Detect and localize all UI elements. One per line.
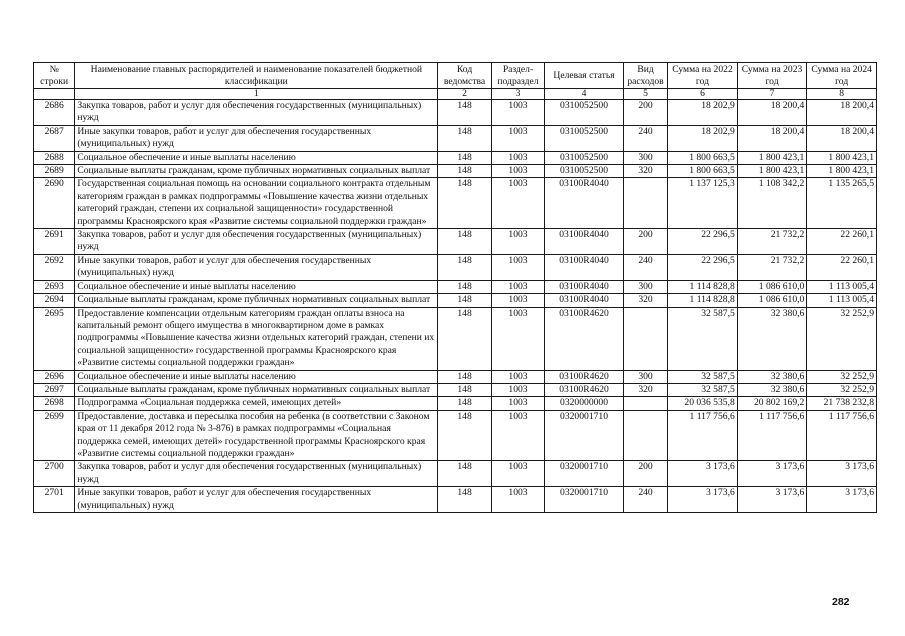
- row-section: 1003: [491, 487, 544, 513]
- row-sum-2023: 1 117 756,6: [737, 410, 807, 461]
- row-sum-2023: 1 800 423,1: [737, 151, 807, 164]
- row-number: 2698: [34, 397, 75, 410]
- row-name: Подпрограмма «Социальная поддержка семей, имеющих детей»: [75, 397, 438, 410]
- row-expense-type: [623, 178, 667, 229]
- row-sum-2024: 1 113 005,4: [807, 280, 877, 293]
- row-target-article: 03100R4040: [545, 254, 624, 280]
- table-row: [34, 383, 877, 396]
- row-sum-2022: 3 173,6: [668, 487, 738, 513]
- header-sum-2024: Сумма на 2024 год: [807, 63, 877, 89]
- row-name: Социальные выплаты гражданам, кроме публичных нормативных социальных выплат: [75, 165, 438, 178]
- row-name: Предоставление, доставка и пересылка пособия на ребенка (в соответствии с Законом края от 11 декабря 2012 года № 3-876) в рамках подпрограммы «Социальная поддержка семей, имеющих детей» государственной программы Красноярского края «Развитие системы социальной поддержки граждан»: [75, 410, 438, 461]
- row-sum-2024: 1 800 423,1: [807, 165, 877, 178]
- row-target-article: 0320001710: [545, 461, 624, 487]
- row-sum-2024: 18 200,4: [807, 100, 877, 126]
- row-sum-2023: 1 800 423,1: [737, 165, 807, 178]
- row-name: Иные закупки товаров, работ и услуг для обеспечения государственных (муниципальных) нужд: [75, 254, 438, 280]
- row-dept-code: 148: [438, 178, 491, 229]
- table-row: [34, 100, 877, 126]
- header-name: Наименование главных распорядителей и наименование показателей бюджетной классификации: [75, 63, 438, 89]
- row-sum-2024: 1 113 005,4: [807, 294, 877, 307]
- table-body: [34, 100, 877, 513]
- row-dept-code: 148: [438, 151, 491, 164]
- row-section: 1003: [491, 254, 544, 280]
- row-sum-2024: 22 260,1: [807, 229, 877, 255]
- row-number: 2701: [34, 487, 75, 513]
- row-sum-2023: 20 802 169,2: [737, 397, 807, 410]
- row-expense-type: [623, 307, 667, 370]
- row-dept-code: 148: [438, 397, 491, 410]
- row-target-article: 0310052500: [545, 151, 624, 164]
- row-number: 2694: [34, 294, 75, 307]
- row-target-article: 0310052500: [545, 100, 624, 126]
- col-number: 7: [737, 89, 807, 100]
- row-number: 2695: [34, 307, 75, 370]
- row-sum-2023: 3 173,6: [737, 461, 807, 487]
- row-sum-2022: 18 202,9: [668, 125, 738, 151]
- row-sum-2023: 21 732,2: [737, 229, 807, 255]
- row-number: 2688: [34, 151, 75, 164]
- row-number: 2699: [34, 410, 75, 461]
- row-sum-2023: 18 200,4: [737, 125, 807, 151]
- col-number: 6: [668, 89, 738, 100]
- row-section: 1003: [491, 461, 544, 487]
- table-row: [34, 294, 877, 307]
- row-section: 1003: [491, 125, 544, 151]
- row-name: Социальное обеспечение и иные выплаты населению: [75, 280, 438, 293]
- row-name: Социальные выплаты гражданам, кроме публичных нормативных социальных выплат: [75, 383, 438, 396]
- row-target-article: 0320000000: [545, 397, 624, 410]
- row-expense-type: 300: [623, 280, 667, 293]
- row-dept-code: 148: [438, 410, 491, 461]
- header-dept-code: Код ведомства: [438, 63, 491, 89]
- row-sum-2022: 1 114 828,8: [668, 280, 738, 293]
- row-section: 1003: [491, 294, 544, 307]
- row-number: 2693: [34, 280, 75, 293]
- row-sum-2022: 1 800 663,5: [668, 165, 738, 178]
- table-row: [34, 254, 877, 280]
- row-name: Закупка товаров, работ и услуг для обеспечения государственных (муниципальных) нужд: [75, 100, 438, 126]
- row-dept-code: 148: [438, 165, 491, 178]
- row-number: 2689: [34, 165, 75, 178]
- row-target-article: 0310052500: [545, 125, 624, 151]
- row-sum-2023: 1 086 610,0: [737, 294, 807, 307]
- row-sum-2023: 32 380,6: [737, 307, 807, 370]
- row-expense-type: 300: [623, 370, 667, 383]
- row-expense-type: [623, 397, 667, 410]
- row-number: 2687: [34, 125, 75, 151]
- row-sum-2022: 3 173,6: [668, 461, 738, 487]
- row-sum-2023: 21 732,2: [737, 254, 807, 280]
- row-name: Социальное обеспечение и иные выплаты населению: [75, 151, 438, 164]
- table-row: [34, 397, 877, 410]
- row-dept-code: 148: [438, 229, 491, 255]
- row-dept-code: 148: [438, 461, 491, 487]
- table-row: [34, 151, 877, 164]
- row-dept-code: 148: [438, 294, 491, 307]
- row-target-article: 0320001710: [545, 487, 624, 513]
- row-section: 1003: [491, 229, 544, 255]
- row-sum-2024: 21 738 232,8: [807, 397, 877, 410]
- row-sum-2024: 1 800 423,1: [807, 151, 877, 164]
- budget-table: [33, 62, 877, 513]
- row-section: 1003: [491, 165, 544, 178]
- row-sum-2024: 32 252,9: [807, 370, 877, 383]
- row-sum-2022: 1 117 756,6: [668, 410, 738, 461]
- row-sum-2024: 32 252,9: [807, 307, 877, 370]
- row-expense-type: 240: [623, 254, 667, 280]
- row-expense-type: 300: [623, 151, 667, 164]
- row-sum-2023: 18 200,4: [737, 100, 807, 126]
- table-row: [34, 410, 877, 461]
- table-row: [34, 229, 877, 255]
- row-sum-2024: 22 260,1: [807, 254, 877, 280]
- row-section: 1003: [491, 410, 544, 461]
- row-number: 2690: [34, 178, 75, 229]
- row-sum-2023: 1 086 610,0: [737, 280, 807, 293]
- col-number: 2: [438, 89, 491, 100]
- table-row: [34, 307, 877, 370]
- table-row: [34, 370, 877, 383]
- row-expense-type: 200: [623, 229, 667, 255]
- table-row: [34, 487, 877, 513]
- row-expense-type: [623, 410, 667, 461]
- row-section: 1003: [491, 151, 544, 164]
- row-sum-2024: 3 173,6: [807, 487, 877, 513]
- col-number: 8: [807, 89, 877, 100]
- row-name: Иные закупки товаров, работ и услуг для обеспечения государственных (муниципальных) нужд: [75, 487, 438, 513]
- row-dept-code: 148: [438, 487, 491, 513]
- row-dept-code: 148: [438, 254, 491, 280]
- row-target-article: 03100R4040: [545, 280, 624, 293]
- table-row: [34, 178, 877, 229]
- row-sum-2024: 1 135 265,5: [807, 178, 877, 229]
- row-target-article: 03100R4620: [545, 307, 624, 370]
- col-number: 3: [491, 89, 544, 100]
- row-expense-type: 200: [623, 461, 667, 487]
- row-sum-2024: 3 173,6: [807, 461, 877, 487]
- row-section: 1003: [491, 383, 544, 396]
- row-target-article: 0320001710: [545, 410, 624, 461]
- row-section: 1003: [491, 370, 544, 383]
- row-expense-type: 320: [623, 165, 667, 178]
- row-number: 2697: [34, 383, 75, 396]
- header-row-number: № строки: [34, 63, 75, 89]
- table-row: [34, 280, 877, 293]
- row-number: 2691: [34, 229, 75, 255]
- row-sum-2022: 22 296,5: [668, 254, 738, 280]
- row-sum-2022: 1 114 828,8: [668, 294, 738, 307]
- row-name: Закупка товаров, работ и услуг для обеспечения государственных (муниципальных) нужд: [75, 229, 438, 255]
- row-number: 2686: [34, 100, 75, 126]
- row-dept-code: 148: [438, 383, 491, 396]
- row-dept-code: 148: [438, 370, 491, 383]
- row-target-article: 03100R4620: [545, 370, 624, 383]
- table-row: [34, 461, 877, 487]
- row-sum-2022: 18 202,9: [668, 100, 738, 126]
- col-number: [34, 89, 75, 100]
- page-number: 282: [832, 596, 850, 608]
- row-number: 2696: [34, 370, 75, 383]
- table-row: [34, 125, 877, 151]
- row-sum-2023: 3 173,6: [737, 487, 807, 513]
- row-dept-code: 148: [438, 307, 491, 370]
- row-sum-2022: 32 587,5: [668, 307, 738, 370]
- row-number: 2700: [34, 461, 75, 487]
- row-dept-code: 148: [438, 125, 491, 151]
- row-target-article: 03100R4040: [545, 294, 624, 307]
- row-section: 1003: [491, 100, 544, 126]
- row-sum-2022: 32 587,5: [668, 370, 738, 383]
- row-name: Социальное обеспечение и иные выплаты населению: [75, 370, 438, 383]
- row-sum-2024: 32 252,9: [807, 383, 877, 396]
- col-number: 1: [75, 89, 438, 100]
- row-sum-2022: 22 296,5: [668, 229, 738, 255]
- row-sum-2022: 32 587,5: [668, 383, 738, 396]
- row-sum-2022: 1 800 663,5: [668, 151, 738, 164]
- row-section: 1003: [491, 307, 544, 370]
- row-target-article: 03100R4040: [545, 229, 624, 255]
- col-number: 4: [545, 89, 624, 100]
- row-expense-type: 240: [623, 125, 667, 151]
- header-target-article: Целевая статья: [545, 63, 624, 89]
- row-section: 1003: [491, 397, 544, 410]
- row-name: Государственная социальная помощь на основании социального контракта отдельным категориям граждан в рамках подпрограммы «Повышение качества жизни отдельных категорий граждан, степени их социальной защищенности» государственной программы Красноярского края «Развитие системы социальной поддержки граждан»: [75, 178, 438, 229]
- row-expense-type: 240: [623, 487, 667, 513]
- row-dept-code: 148: [438, 280, 491, 293]
- header-section: Раздел-подраздел: [491, 63, 544, 89]
- row-target-article: 03100R4040: [545, 178, 624, 229]
- row-sum-2024: 18 200,4: [807, 125, 877, 151]
- row-expense-type: 200: [623, 100, 667, 126]
- row-target-article: 0310052500: [545, 165, 624, 178]
- row-expense-type: 320: [623, 383, 667, 396]
- col-number: 5: [623, 89, 667, 100]
- row-section: 1003: [491, 280, 544, 293]
- row-number: 2692: [34, 254, 75, 280]
- row-name: Предоставление компенсации отдельным категориям граждан оплаты взноса на капитальный ремонт общего имущества в многоквартирном доме в рамках подпрограммы «Повышение качества жизни отдельных категорий граждан, степени их социальной защищенности» государственной программы Красноярского края «Развитие системы социальной поддержки граждан»: [75, 307, 438, 370]
- row-name: Иные закупки товаров, работ и услуг для обеспечения государственных (муниципальных) нужд: [75, 125, 438, 151]
- table-row: [34, 165, 877, 178]
- row-sum-2023: 32 380,6: [737, 383, 807, 396]
- row-section: 1003: [491, 178, 544, 229]
- row-name: Социальные выплаты гражданам, кроме публичных нормативных социальных выплат: [75, 294, 438, 307]
- row-name: Закупка товаров, работ и услуг для обеспечения государственных (муниципальных) нужд: [75, 461, 438, 487]
- row-sum-2023: 32 380,6: [737, 370, 807, 383]
- row-sum-2023: 1 108 342,2: [737, 178, 807, 229]
- row-sum-2024: 1 117 756,6: [807, 410, 877, 461]
- row-dept-code: 148: [438, 100, 491, 126]
- header-expense-type: Вид расходов: [623, 63, 667, 89]
- header-sum-2023: Сумма на 2023 год: [737, 63, 807, 89]
- row-target-article: 03100R4620: [545, 383, 624, 396]
- row-sum-2022: 20 036 535,8: [668, 397, 738, 410]
- row-sum-2022: 1 137 125,3: [668, 178, 738, 229]
- header-sum-2022: Сумма на 2022 год: [668, 63, 738, 89]
- row-expense-type: 320: [623, 294, 667, 307]
